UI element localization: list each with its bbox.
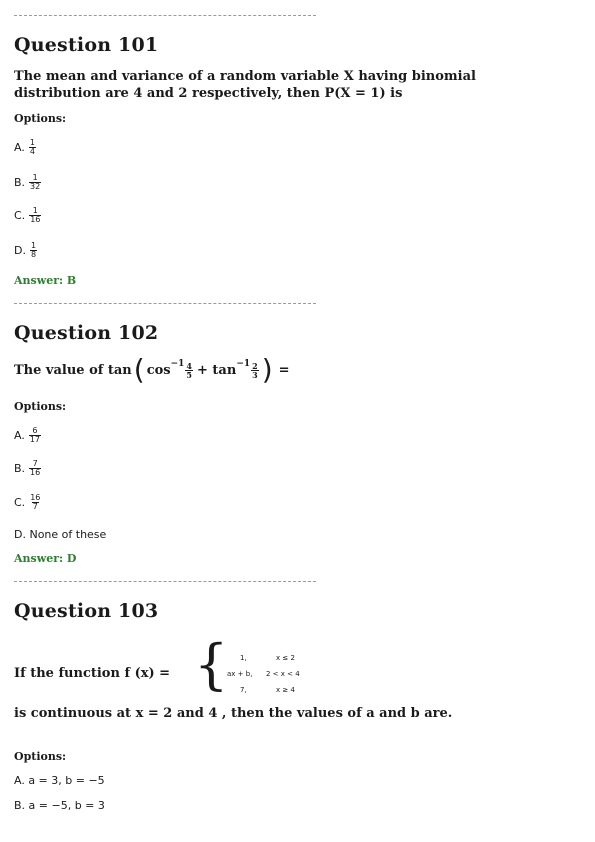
- piece-expr: 1,: [240, 654, 247, 662]
- option-a[interactable]: [14, 139, 37, 156]
- question-102-text: [14, 353, 290, 386]
- option-a[interactable]: [14, 427, 42, 444]
- fraction: $\frac{4}{5}$: [186, 360, 192, 380]
- option-letter: D.: [14, 244, 26, 257]
- option-d[interactable]: D. None of these: [14, 528, 107, 541]
- fraction: $\frac{6}{17}$: [29, 426, 41, 444]
- piece-expr: ax + b,: [227, 670, 253, 678]
- option-letter: C.: [14, 496, 26, 509]
- question-text-line: The mean and variance of a random variable X having binomial: [14, 69, 476, 84]
- piece-cond: 2 < x < 4: [266, 670, 300, 678]
- option-b[interactable]: [14, 174, 42, 191]
- answer-label: Answer: D: [14, 552, 77, 565]
- question-102-title: Question 102: [14, 322, 159, 344]
- question-101-text: [14, 68, 574, 102]
- plus-tan: + tan: [197, 362, 237, 378]
- fraction: $\frac{1}{16}$: [30, 206, 41, 224]
- option-d[interactable]: [14, 242, 38, 259]
- fraction: $\frac{1}{4}$: [29, 138, 35, 156]
- question-101-title: Question 101: [14, 34, 159, 56]
- superscript: −1: [236, 359, 251, 369]
- answer-label: Answer: B: [14, 274, 77, 287]
- equals-sign: =: [278, 362, 290, 378]
- option-b[interactable]: B. a = −5, b = 3: [14, 799, 105, 812]
- option-c[interactable]: [14, 494, 42, 511]
- fraction: $\frac{1}{8}$: [30, 241, 37, 259]
- divider: [14, 303, 316, 304]
- question-103-title: Question 103: [14, 600, 159, 622]
- option-letter: A.: [14, 141, 25, 154]
- option-letter: A.: [14, 429, 25, 442]
- options-label: Options:: [14, 112, 67, 125]
- fraction: $\frac{16}{7}$: [30, 493, 41, 511]
- left-brace: {: [194, 633, 229, 696]
- left-paren: (: [133, 353, 145, 386]
- option-c[interactable]: [14, 207, 42, 224]
- cos-function: cos: [146, 362, 171, 378]
- option-letter: C.: [14, 209, 26, 222]
- option-b[interactable]: [14, 460, 42, 477]
- option-a[interactable]: A. a = 3, b = −5: [14, 774, 105, 787]
- piece-expr: 7,: [240, 686, 247, 694]
- question-text-line: is continuous at x = 2 and 4 , then the values of a and b are.: [14, 706, 453, 721]
- options-label: Options:: [14, 750, 67, 763]
- fraction: $\frac{1}{32}$: [30, 173, 41, 191]
- options-label: Options:: [14, 400, 67, 413]
- piece-cond: x ≤ 2: [276, 654, 295, 662]
- question-text-line: distribution are 4 and 2 respectively, then P(X = 1) is: [14, 86, 403, 101]
- right-paren: ): [261, 353, 273, 386]
- divider: [14, 15, 316, 16]
- divider: [14, 581, 316, 582]
- fraction: $\frac{7}{16}$: [30, 459, 41, 477]
- fraction: $\frac{2}{3}$: [252, 360, 258, 380]
- superscript: −1: [170, 359, 185, 369]
- option-letter: B.: [14, 462, 26, 475]
- piece-cond: x ≥ 4: [276, 686, 295, 694]
- question-text: The value of tan: [14, 362, 132, 378]
- option-letter: B.: [14, 176, 26, 189]
- question-103-text: If the function f (x) =: [14, 666, 171, 681]
